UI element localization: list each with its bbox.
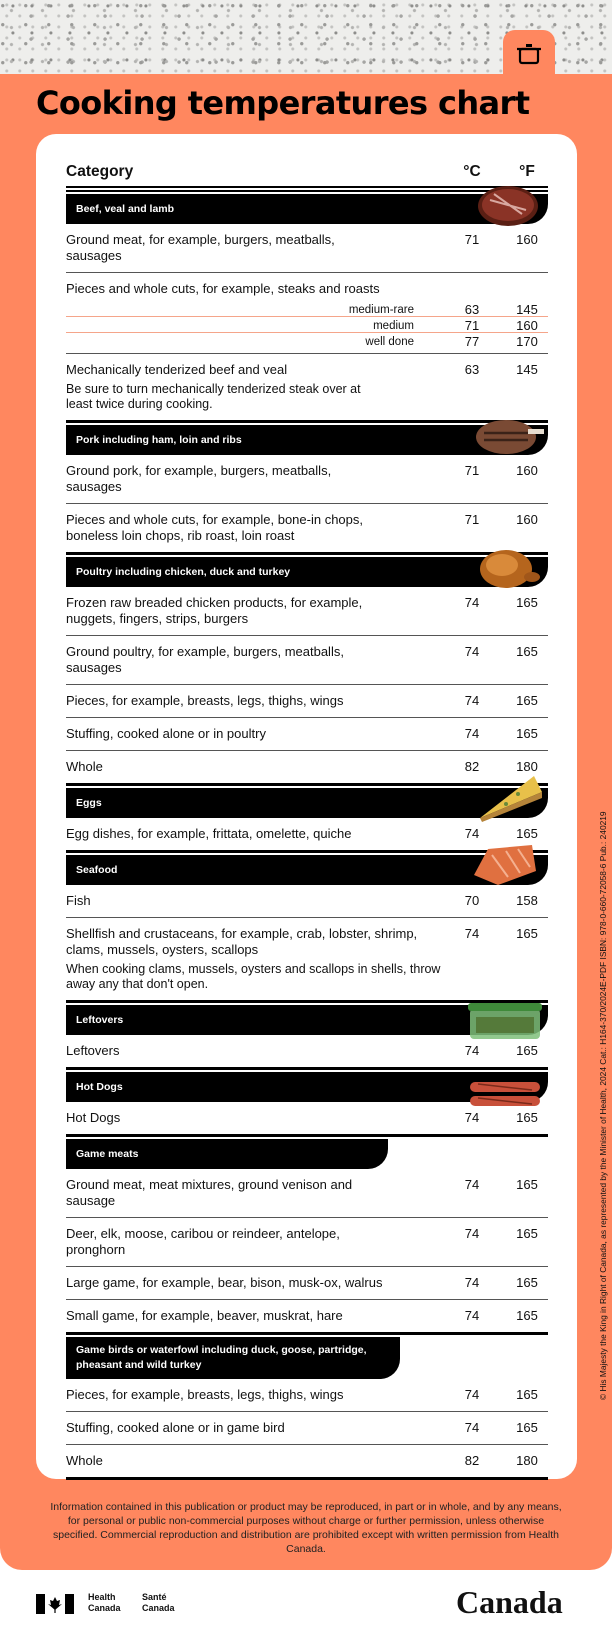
section-band-hotdogs — [66, 1072, 548, 1102]
chart-card — [36, 134, 577, 1479]
section-label: Hot Dogs — [76, 1081, 123, 1093]
table-row: Large game, for example, bear, bison, musk-ox, walrus 74 165 — [66, 1267, 548, 1300]
copyright-side-text: © His Majesty the King in Right of Canada, as represented by the Minister of Health, 2024 Cat.: H164-370/2024E-PDF ISBN: 978-0-660-72058-6 Pub.: 240219 — [598, 811, 608, 1400]
doneness-row: well done 77 170 — [365, 334, 538, 349]
table-row: Fish 70 158 — [66, 885, 548, 918]
table-row: Ground poultry, for example, burgers, meatballs, sausages 74 165 — [66, 636, 548, 685]
section-label: Beef, veal and lamb — [76, 203, 175, 215]
table-row: Ground meat, for example, burgers, meatballs, sausages 71 160 — [66, 224, 548, 273]
table-row: Whole 82 180 — [66, 1445, 548, 1480]
section-label: Seafood — [76, 864, 118, 876]
section-band-pork — [66, 425, 548, 455]
section-label: Game birds or waterfowl including duck, goose, partridge, pheasant and wild turkey — [76, 1344, 367, 1371]
doneness-row: medium 71 160 — [66, 317, 548, 333]
canada-flag-icon — [36, 1594, 74, 1614]
cooking-pot-icon — [514, 38, 544, 68]
table-row: Pieces, for example, breasts, legs, thighs, wings 74 165 — [66, 685, 548, 718]
table-row: Stuffing, cooked alone or in poultry 74 165 — [66, 718, 548, 751]
section-label: Leftovers — [76, 1014, 124, 1026]
table-row: Frozen raw breaded chicken products, for example, nuggets, fingers, strips, burgers 74 165 — [66, 587, 548, 636]
section-band-eggs — [66, 788, 548, 818]
section-label: Pork including ham, loin and ribs — [76, 434, 242, 446]
section-band-seafood — [66, 855, 548, 885]
category-header: Category — [66, 163, 134, 180]
table-row: Hot Dogs 74 165 — [66, 1102, 548, 1137]
section-band-game-meats — [66, 1139, 388, 1169]
table-row: Pieces and whole cuts, for example, bone-in chops, boneless loin chops, rib roast, loin roast 71 160 — [66, 504, 548, 555]
table-row: Pieces, for example, breasts, legs, thighs, wings 74 165 — [66, 1379, 548, 1412]
reproduction-notice: Information contained in this publication or product may be reproduced, in part or in whole, and by any means, for personal or public non-commercial purposes without charge or further permission, unless otherwise specified. Commercial reproduction and distribution are prohibited except with written permission from Health Canada. — [50, 1501, 562, 1555]
page-title: Cooking temperatures chart — [36, 84, 530, 122]
section-label: Eggs — [76, 797, 102, 809]
celsius-header: °C — [463, 163, 481, 180]
department-name: Health CanadaSanté Canada — [88, 1592, 175, 1613]
table-row: Egg dishes, for example, frittata, omelette, quiche 74 165 — [66, 818, 548, 853]
table-row: Whole 82 180 — [66, 751, 548, 786]
section-band-poultry — [66, 557, 548, 587]
government-signature — [0, 1570, 612, 1640]
table-row: Pieces and whole cuts, for example, steaks and roasts medium-rare 63 145 medium 71 160 well done 77 170 — [66, 273, 548, 354]
section-band-leftovers — [66, 1005, 548, 1035]
doneness-row: medium-rare 63 145 — [66, 301, 548, 317]
table-row: Small game, for example, beaver, muskrat, hare 74 165 — [66, 1300, 548, 1335]
section-label: Poultry including chicken, duck and turkey — [76, 566, 291, 578]
table-row: Deer, elk, moose, caribou or reindeer, antelope, pronghorn 74 165 — [66, 1218, 548, 1267]
table-row: Ground pork, for example, burgers, meatballs, sausages 71 160 — [66, 455, 548, 504]
section-label: Game meats — [76, 1148, 139, 1160]
canada-wordmark: Canada — [456, 1584, 563, 1620]
table-row: Shellfish and crustaceans, for example, crab, lobster, shrimp, clams, mussels, oysters, scallops When cooking clams, mussels, oysters and scallops in shells, throw away any that don't open. 74 165 — [66, 918, 548, 1003]
table-row: Stuffing, cooked alone or in game bird 74 165 — [66, 1412, 548, 1445]
section-band-beef — [66, 194, 548, 224]
fahrenheit-header: °F — [519, 163, 535, 180]
table-row: Leftovers 74 165 — [66, 1035, 548, 1070]
table-row: Ground meat, meat mixtures, ground venison and sausage 74 165 — [66, 1169, 548, 1218]
cooking-pot-badge — [503, 30, 555, 76]
section-band-game-birds — [66, 1337, 400, 1379]
table-row: Mechanically tenderized beef and veal Be sure to turn mechanically tenderized steak over at least twice during cooking. 63 145 — [66, 354, 548, 423]
temperature-table — [66, 154, 548, 1480]
